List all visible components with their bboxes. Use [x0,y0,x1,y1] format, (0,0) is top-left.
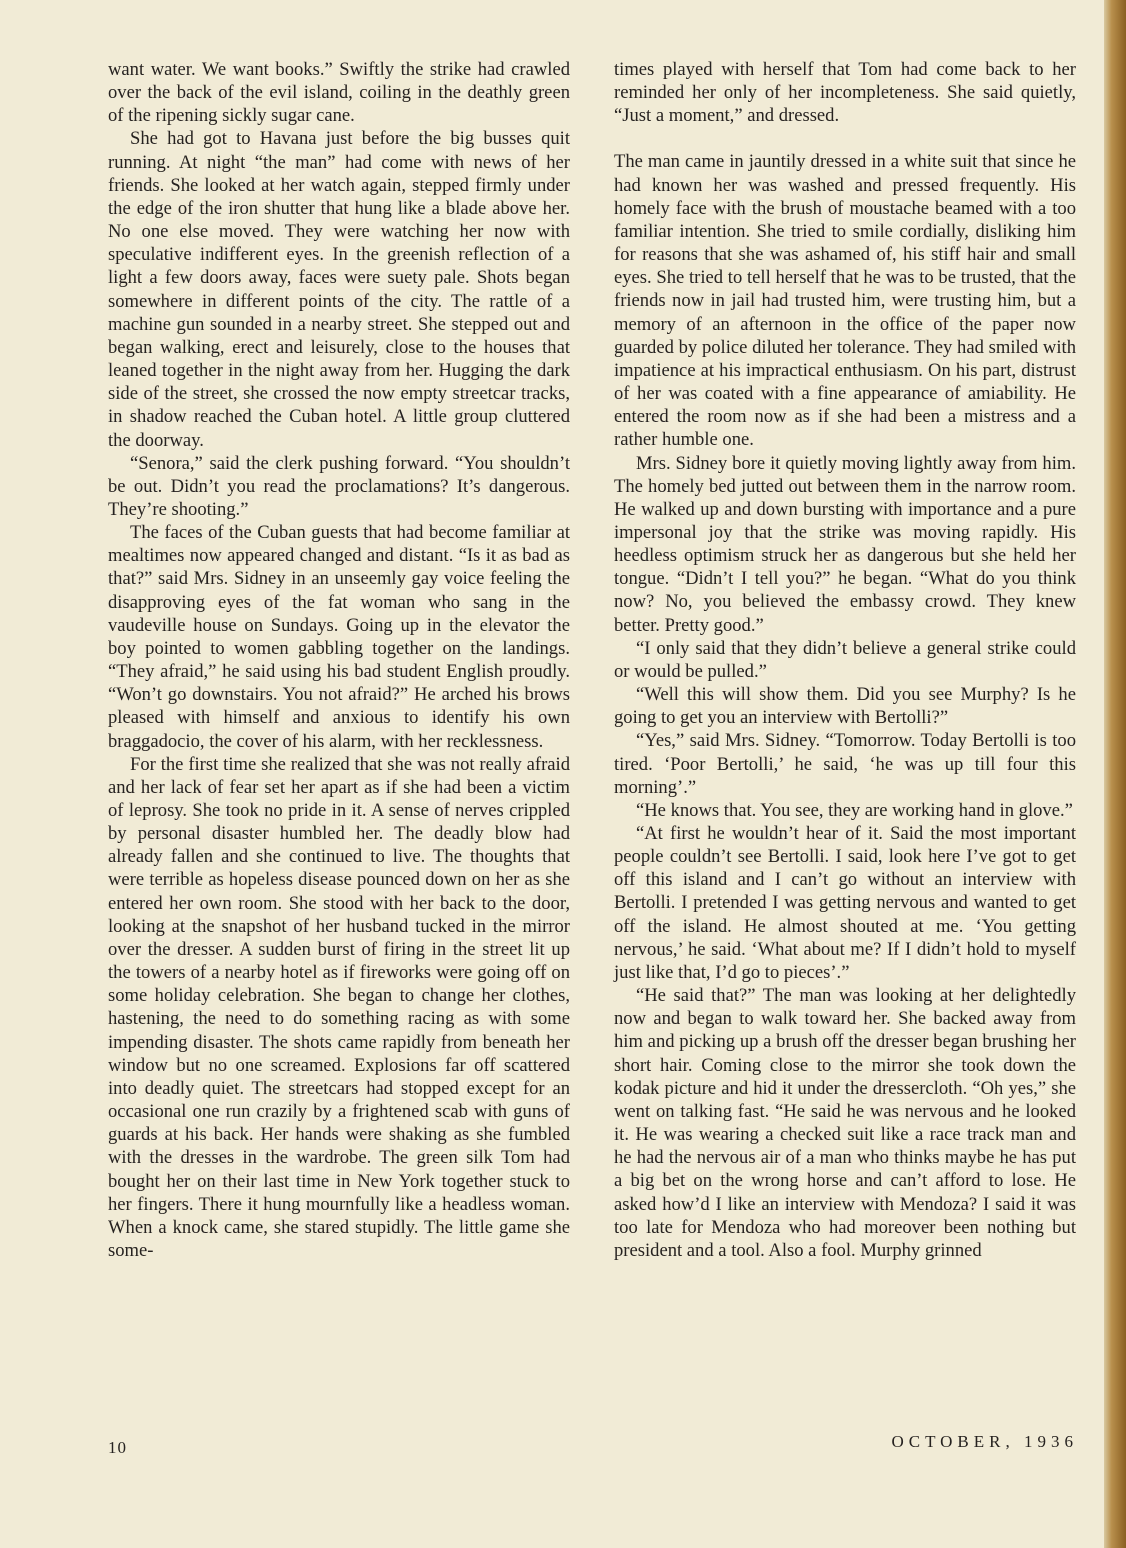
paragraph: For the first time she realized that she was not really afraid and her lack of fear set her apart as if she had been a victim of leprosy. She took no pride in it. A sense of nerves crippled by personal disaster humbled her. The deadly blow had already fallen and she continued to live. The thoughts that were terrible as hopeless disease pounced down on her as she entered her own room. She stood with her back to the door, looking at the snapshot of her husband tucked in the mirror over the dresser. A sudden burst of firing in the street lit up the towers of a nearby hotel as if fireworks were going off on some holiday celebration. She began to change her clothes, hastening, the need to do something racing as with some impending disaster. The shots came rapidly from beneath her window but no one screamed. Explosions far off scattered into deadly quiet. The streetcars had stopped except for an occasional one run crazily by a frightened scab with guns of guards at his back. Her hands were shaking as she fumbled with the dresses in the wardrobe. The green silk Tom had bought her on their last time in New York together stuck to her fingers. There it hung mournfully like a headless woman. When a knock came, she stared stupidly. The little game she some- [108,753,570,1261]
paragraph: The man came in jauntily dressed in a white suit that since he had known her was washed and pressed frequently. His homely face with the brush of moustache beamed with a too familiar intention. She tried to smile cordially, disliking him for reasons that she was ashamed of, his stiff hair and small eyes. She tried to tell herself that he was to be trusted, that the friends now in jail had trusted him, were trusting him, but a memory of an afternoon in the office of the paper now guarded by police diluted her tolerance. They had smiled with impatience at his impractical enthusiasm. On his part, distrust of her was coated with a fine appearance of amiability. He entered the room now as if she had been a mistress and a rather humble one. [614,151,1076,451]
page-edge-shadow [1104,0,1126,1548]
paragraph: times played with herself that Tom had come back to her reminded her only of her incompleteness. She said quietly, “Just a moment,” and dressed. [614,59,1076,127]
issue-date: OCTOBER, 1936 [891,1432,1078,1451]
paragraph: “Yes,” said Mrs. Sidney. “Tomorrow. Today Bertolli is too tired. ‘Poor Bertolli,’ he said, ‘he was up till four this morning’.” [614,730,1076,798]
right-text-column [614,58,1076,1262]
left-text-column [108,58,570,1262]
paragraph: She had got to Havana just before the big busses quit running. At night “the man” had come with news of her friends. She looked at her watch again, stepped firmly under the edge of the iron shutter that hung like a blade above her. No one else moved. They were watching her now with speculative indifferent eyes. In the greenish reflection of a light a few doors away, faces were suety pale. Shots began somewhere in different points of the city. The rattle of a machine gun sounded in a nearby street. She stepped out and began walking, erect and leisurely, close to the houses that leaned together in the night away from her. Hugging the dark side of the street, she crossed the now empty streetcar tracks, in shadow reached the Cuban hotel. A little group cluttered the doorway. [108,128,570,451]
page-number: 10 [108,1438,127,1457]
paragraph: “Well this will show them. Did you see Murphy? Is he going to get you an interview with Bertolli?” [614,684,1076,729]
paragraph: “Senora,” said the clerk pushing forward. “You shouldn’t be out. Didn’t you read the proclamations? It’s dangerous. They’re shooting.” [108,452,570,520]
paragraph: “At first he wouldn’t hear of it. Said the most important people couldn’t see Bertolli. I said, look here I’ve got to get off this island and I can’t go without an interview with Bertolli. I pretended I was getting nervous and wanted to get off the island. He almost shouted at me. ‘You getting nervous,’ he said. ‘What about me? If I didn’t hold to myself just like that, I’d go to pieces’.” [614,823,1076,983]
paragraph: “He knows that. You see, they are working hand in glove.” [636,799,1073,821]
paragraph: want water. We want books.” Swiftly the strike had crawled over the back of the evil island, coiling in the deathly green of the ripening sickly sugar cane. [108,59,570,127]
paragraph: The faces of the Cuban guests that had become familiar at mealtimes now appeared changed and distant. “Is it as bad as that?” said Mrs. Sidney in an unseemly gay voice feeling the disapproving eyes of the fat woman who sang in the vaudeville house on Sundays. Going up in the elevator the boy pointed to women gabbling together on the landings. “They afraid,” he said using his bad student English proudly. “Won’t go downstairs. You not afraid?” He arched his brows pleased with himself and anxious to identify his own braggadocio, the cover of his alarm, with her recklessness. [108,522,570,752]
paragraph: “He said that?” The man was looking at her delightedly now and began to walk toward her. She backed away from him and picking up a brush off the dresser began brushing her short hair. Coming close to the mirror she took down the kodak picture and hid it under the dressercloth. “Oh yes,” she went on talking fast. “He said he was nervous and he looked it. He was wearing a checked suit like a race track man and he had the nervous air of a man who thinks maybe he has put a big bet on the wrong horse and can’t afford to lose. He asked how’d I like an interview with Mendoza? I said it was too late for Mendoza who had moreover been nothing but president and a tool. Also a fool. Murphy grinned [614,985,1076,1261]
paragraph: “I only said that they didn’t believe a general strike could or would be pulled.” [614,637,1076,682]
paragraph: Mrs. Sidney bore it quietly moving lightly away from him. The homely bed jutted out between them in the narrow room. He walked up and down bursting with importance and a pure impersonal joy that the strike was moving rapidly. His heedless optimism struck her as dangerous but she held her tongue. “Didn’t I tell you?” he began. “What do you think now? No, you believed the embassy crowd. They knew better. Pretty good.” [614,452,1076,636]
